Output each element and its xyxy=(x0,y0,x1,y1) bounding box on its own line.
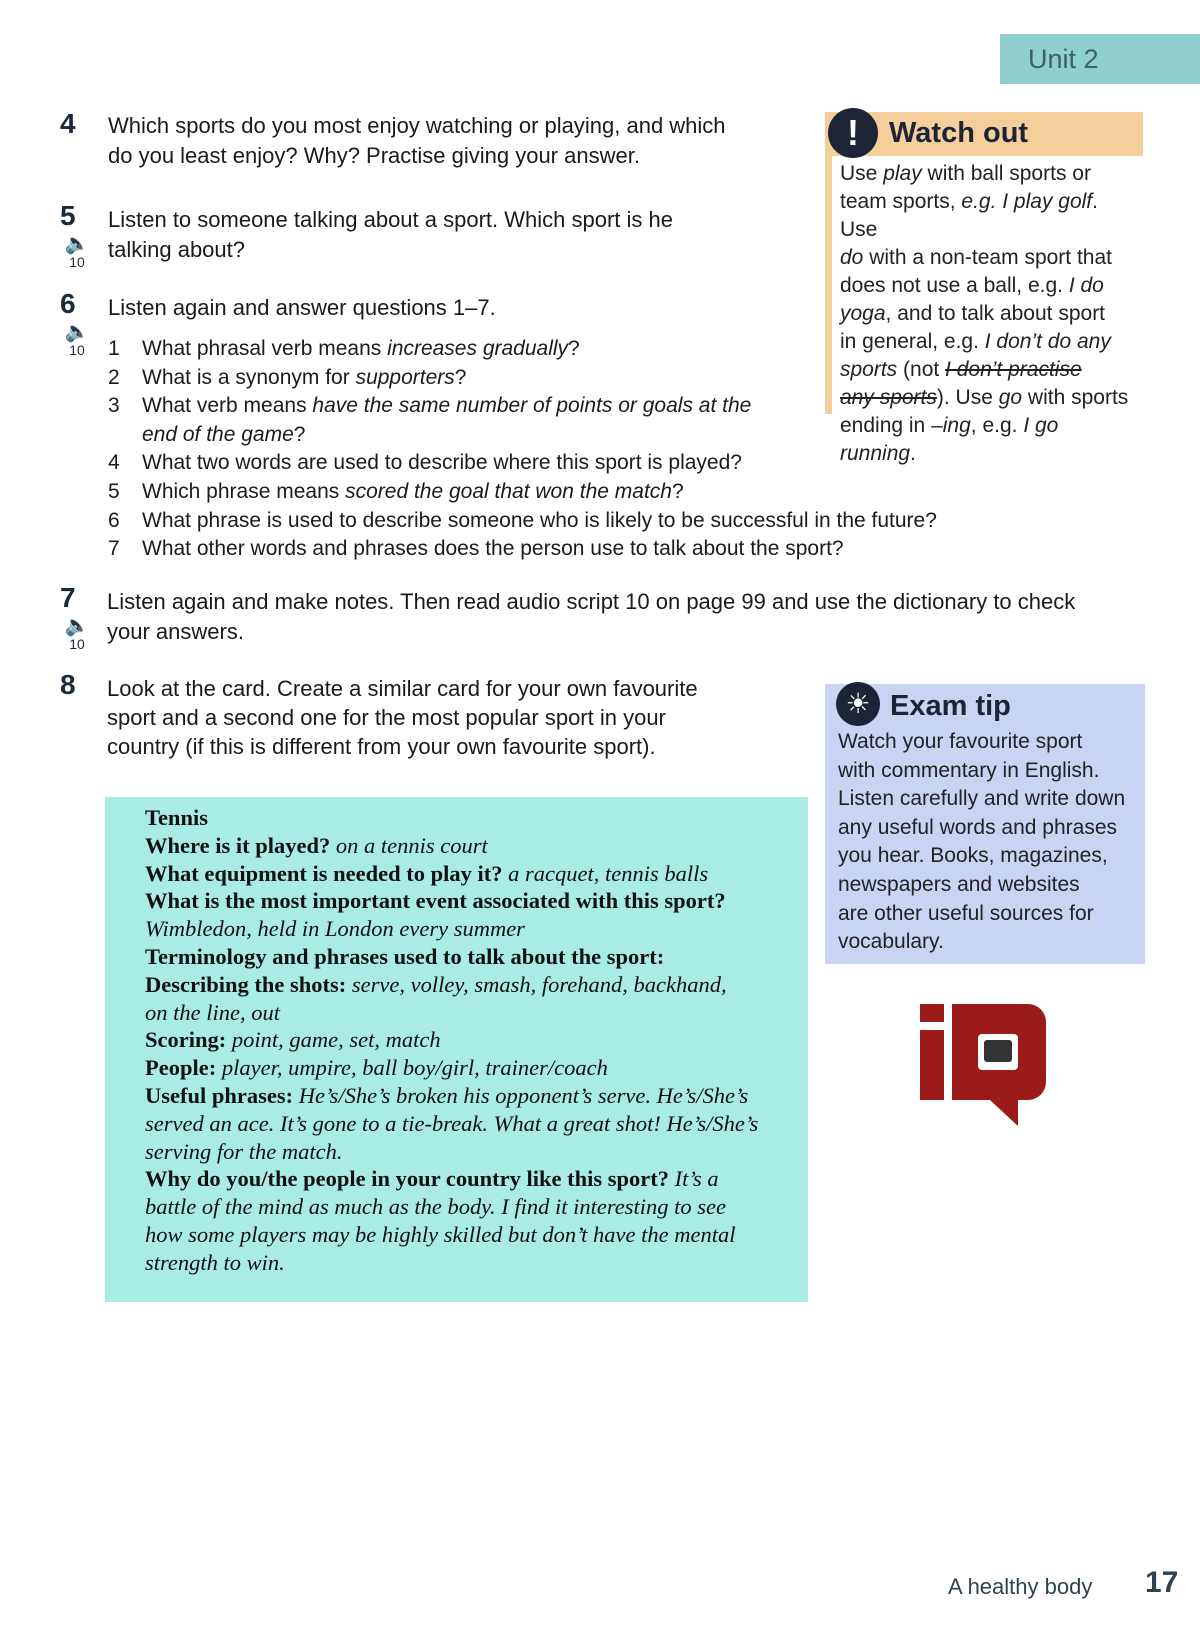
question-text: What is a synonym for supporters? xyxy=(142,365,467,389)
exam-tip-line: with commentary in English. xyxy=(838,758,1100,782)
exclamation-icon: ! xyxy=(828,108,878,158)
question-text: What two words are used to describe where this sport is played? xyxy=(142,451,742,475)
question-item xyxy=(108,506,988,535)
task-8-line-2: sport and a second one for the most popular sport in your xyxy=(107,705,666,730)
card-line: Describing the shots: serve, volley, smash, forehand, backhand, xyxy=(145,971,727,997)
watch-out-line: Use play with ball sports or xyxy=(840,162,1091,185)
task-6-line-1: Listen again and answer questions 1–7. xyxy=(108,295,496,320)
task-6-audio[interactable] xyxy=(62,322,92,358)
question-number: 5 xyxy=(108,480,120,503)
task-7-number: 7 xyxy=(60,582,76,613)
exam-tip-line: newspapers and websites xyxy=(838,872,1080,896)
question-number: 4 xyxy=(108,451,120,475)
speaker-icon: 🔈 xyxy=(64,233,90,255)
card-line: Scoring: point, game, set, match xyxy=(145,1027,441,1053)
card-line: Useful phrases: He’s/She’s broken his opponent’s serve. He’s/She’s xyxy=(145,1082,749,1108)
exam-tip-line: Listen carefully and write down xyxy=(838,787,1126,811)
task-8-line-3: country (if this is different from your own favourite sport). xyxy=(107,734,656,759)
question-number: 2 xyxy=(108,365,120,389)
exam-tip-line: are other useful sources for xyxy=(838,901,1094,925)
footer-section-title: A healthy body xyxy=(948,1574,1093,1599)
question-text: Which phrase means scored the goal that won the match? xyxy=(142,480,684,503)
task-4-line-2: do you least enjoy? Why? Practise giving your answer. xyxy=(108,143,640,168)
watch-out-line: sports (not I don’t practise xyxy=(840,358,1082,381)
card-line: battle of the mind as much as the body. I find it interesting to see xyxy=(145,1194,726,1220)
question-text: end of the game? xyxy=(142,422,306,446)
task-7-audio[interactable] xyxy=(62,616,92,652)
watch-out-line: does not use a ball, e.g. I do xyxy=(840,274,1104,297)
page-number: 17 xyxy=(1145,1566,1179,1599)
question-number: 1 xyxy=(108,337,120,360)
question-text: What phrase is used to describe someone who is likely to be successful in the future? xyxy=(142,508,937,532)
question-text: What verb means have the same number of points or goals at the xyxy=(142,394,752,418)
question-number: 7 xyxy=(108,537,120,561)
iq-logo-icon xyxy=(918,1004,1048,1129)
unit-label: Unit 2 xyxy=(1028,44,1099,74)
card-line: Why do you/the people in your country like this sport? It’s a xyxy=(145,1166,719,1192)
watch-out-line: ending in –ing, e.g. I go running. xyxy=(840,414,1059,465)
watch-out-line: do with a non-team sport that xyxy=(840,246,1112,269)
watch-out-line: in general, e.g. I don’t do any xyxy=(840,330,1111,353)
watch-out-line: yoga, and to talk about sport xyxy=(840,302,1106,325)
task-5-number: 5 xyxy=(60,200,76,231)
question-item xyxy=(108,534,988,563)
lightbulb-icon: ☀ xyxy=(836,682,880,726)
task-8-line-1: Look at the card. Create a similar card for your own favourite xyxy=(107,676,698,701)
speaker-icon: 🔈 xyxy=(64,321,90,343)
exam-tip-title: Exam tip xyxy=(890,690,1011,722)
task-6-number: 6 xyxy=(60,288,76,319)
question-number: 3 xyxy=(108,394,120,418)
question-text: What other words and phrases does the person use to talk about the sport? xyxy=(142,537,844,561)
question-text: What phrasal verb means increases gradually? xyxy=(142,337,580,360)
watch-out-line: team sports, e.g. I play golf. Use xyxy=(840,190,1098,241)
audio-track-number: 10 xyxy=(69,636,85,652)
card-line: Terminology and phrases used to talk about the sport: xyxy=(145,943,665,969)
exam-tip-line: Watch your favourite sport xyxy=(838,730,1083,753)
watch-out-title: Watch out xyxy=(889,117,1029,149)
card-line: serving for the match. xyxy=(145,1138,343,1164)
watch-out-line: any sports). Use go with sports xyxy=(840,386,1129,409)
task-4-number: 4 xyxy=(60,108,76,139)
question-number: 6 xyxy=(108,508,120,532)
card-line: on the line, out xyxy=(145,999,280,1025)
task-7-line-2: your answers. xyxy=(107,619,244,644)
card-line: People: player, umpire, ball boy/girl, trainer/coach xyxy=(145,1055,608,1081)
exam-tip-text xyxy=(838,728,1138,957)
audio-track-number: 10 xyxy=(69,342,85,358)
card-line: Where is it played? on a tennis court xyxy=(145,832,488,858)
exam-tip-line: you hear. Books, magazines, xyxy=(838,844,1108,868)
task-8-number: 8 xyxy=(60,669,76,700)
task-7-line-1: Listen again and make notes. Then read audio script 10 on page 99 and use the dictionary to check xyxy=(107,589,1076,614)
unit-tab xyxy=(1000,34,1200,84)
audio-track-number: 10 xyxy=(69,254,85,270)
card-line: What equipment is needed to play it? a racquet, tennis balls xyxy=(145,860,709,886)
task-5-audio[interactable] xyxy=(62,234,92,270)
card-line: What is the most important event associated with this sport? xyxy=(145,888,726,914)
task-5-line-2: talking about? xyxy=(108,237,245,262)
card-line: Wimbledon, held in London every summer xyxy=(145,916,525,942)
card-line: how some players may be highly skilled but don’t have the mental xyxy=(145,1221,736,1247)
exam-tip-line: vocabulary. xyxy=(838,930,944,954)
speaker-icon: 🔈 xyxy=(64,615,90,637)
tennis-card-text xyxy=(145,804,785,1277)
question-item xyxy=(108,477,988,506)
task-5-line-1: Listen to someone talking about a sport. Which sport is he xyxy=(108,207,673,232)
watch-out-text xyxy=(840,160,1138,468)
card-line: Tennis xyxy=(145,805,208,830)
card-line: served an ace. It’s gone to a tie-break. What a great shot! He’s/She’s xyxy=(145,1110,759,1136)
card-line: strength to win. xyxy=(145,1249,285,1275)
task-4-line-1: Which sports do you most enjoy watching or playing, and which xyxy=(108,113,726,138)
exam-tip-line: any useful words and phrases xyxy=(838,815,1117,839)
